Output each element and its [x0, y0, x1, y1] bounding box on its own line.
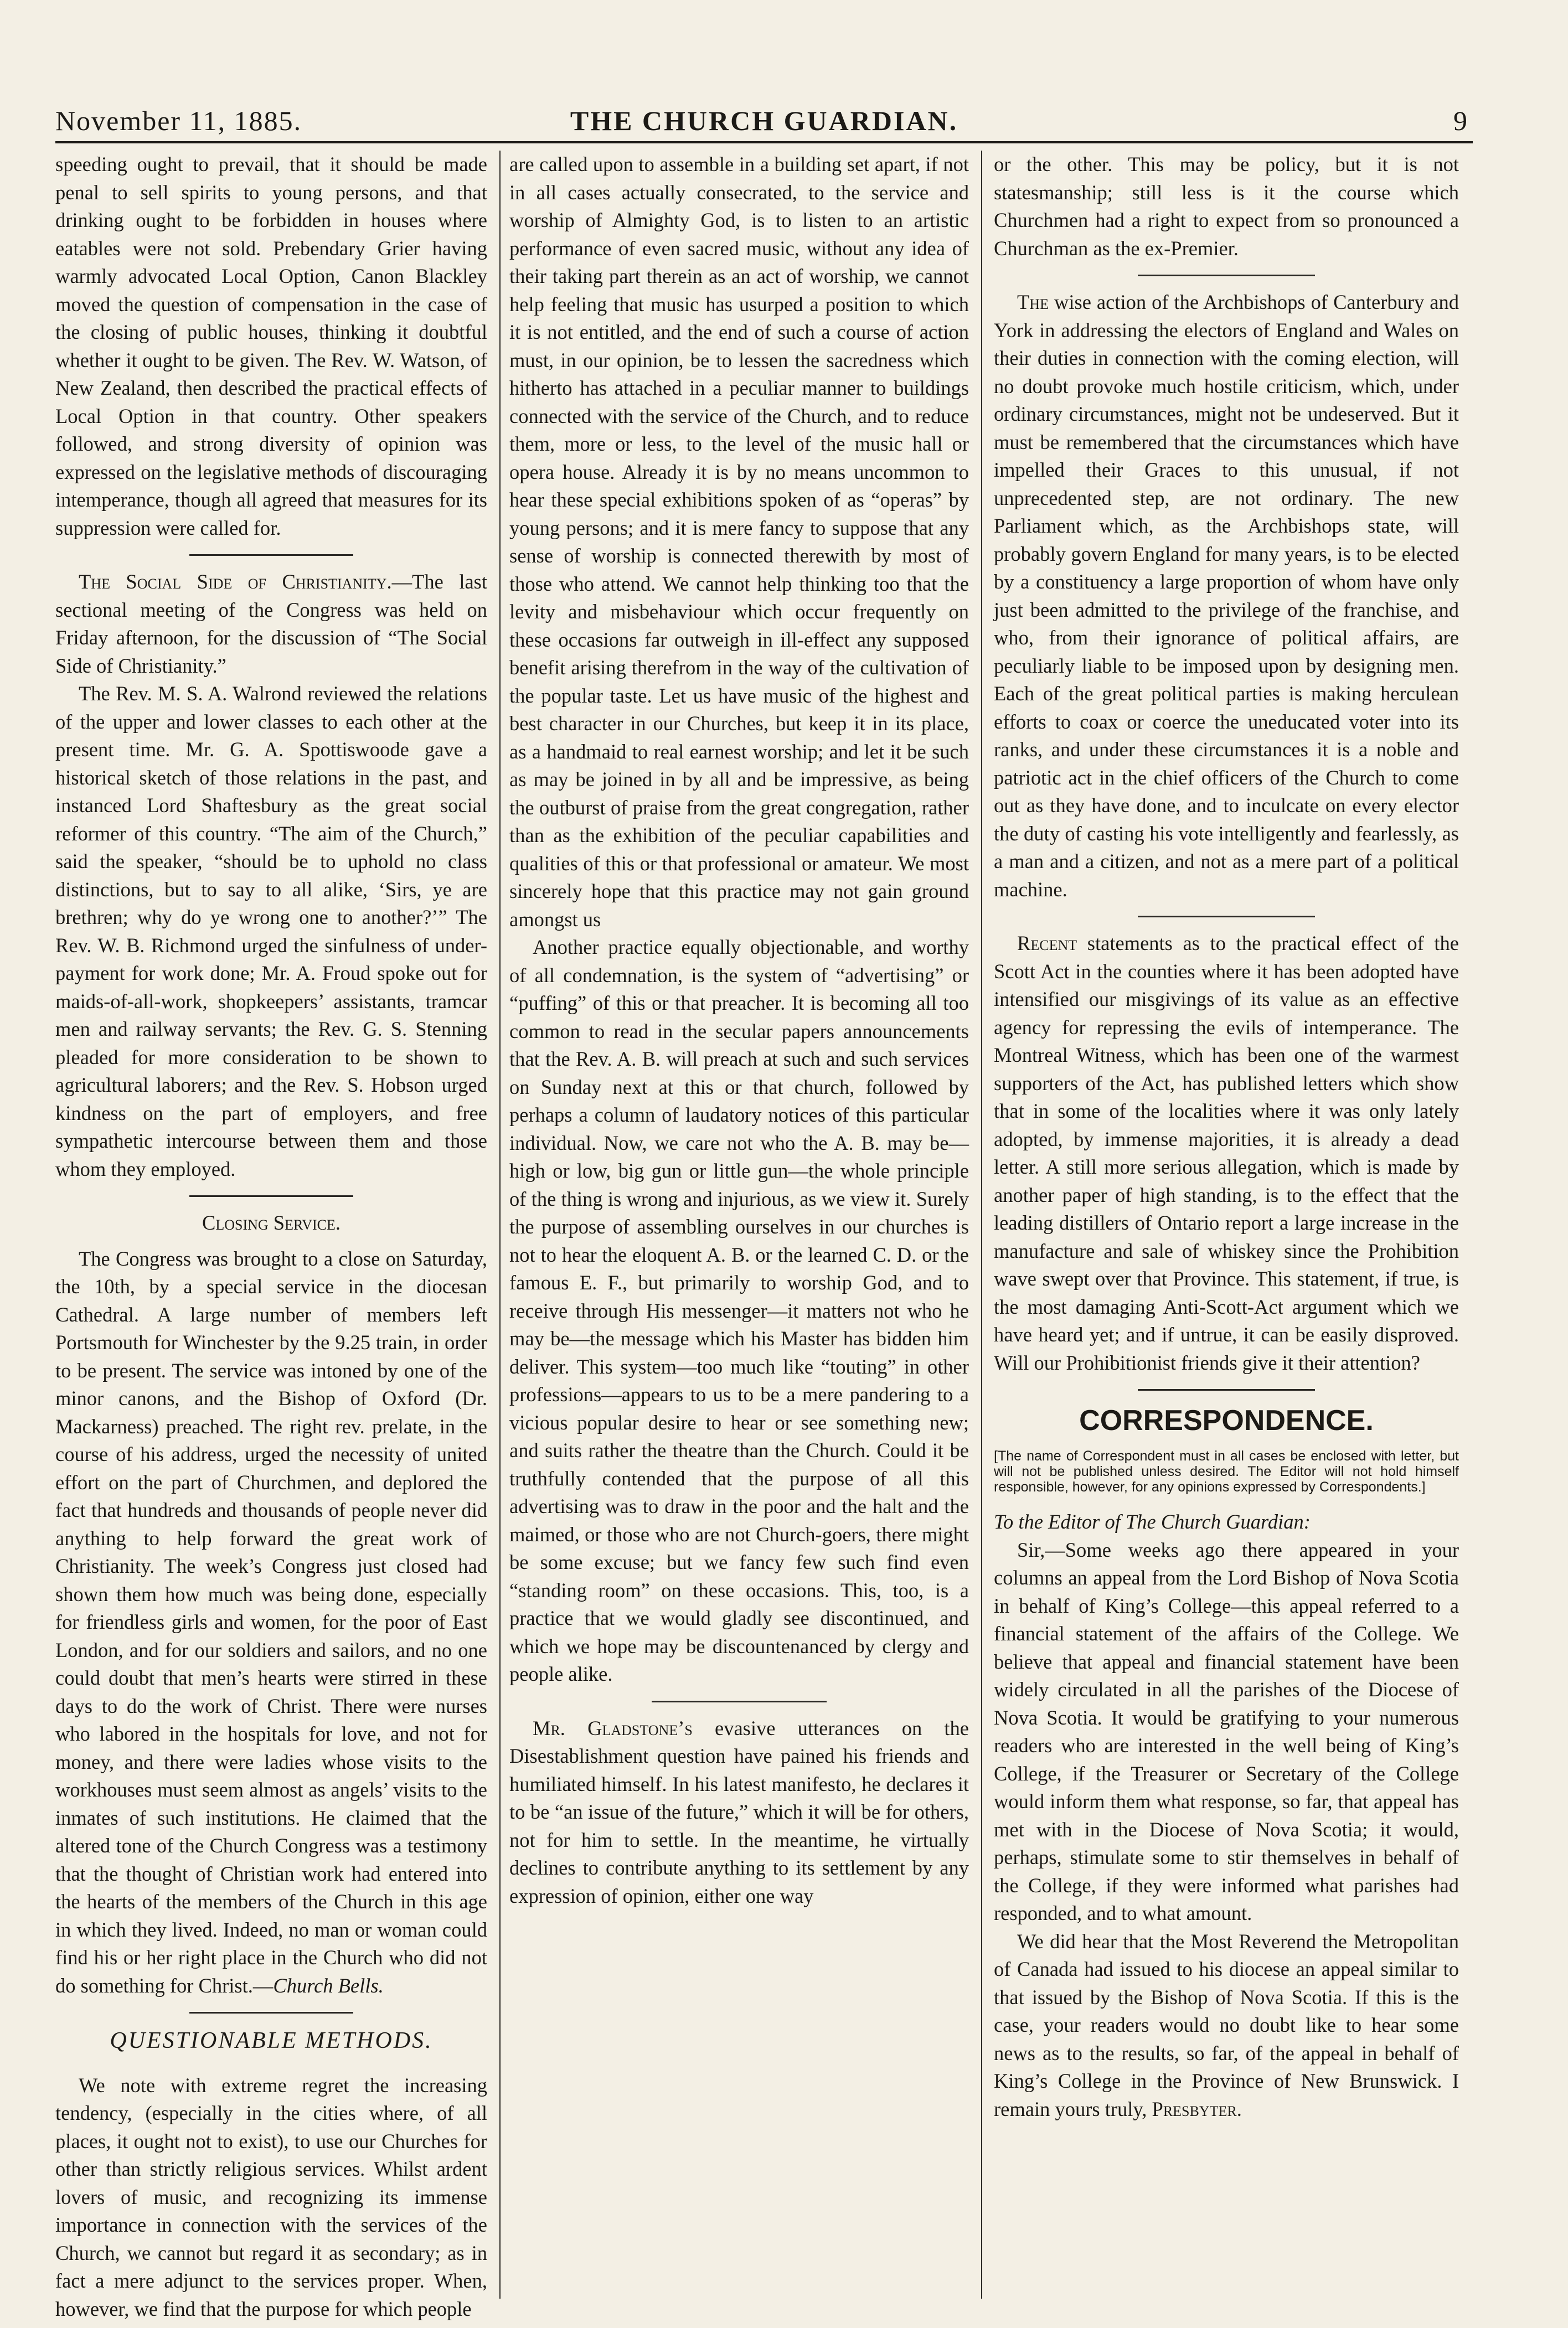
correspondence-heading: CORRESPONDENCE.: [1079, 1405, 1374, 1437]
subheading: Closing Service.: [202, 1211, 341, 1234]
section-divider: [189, 554, 353, 556]
paragraph-text: evasive utterances on the Disestablishment question have pained his friends and humiliated himself. In his latest manifesto, he declares it to be “an issue of the future,” which it will be for others, not for him to settle. In the meantime, he virtually declines to contribute anything to its settlement by any expression of opinion, either one way: [509, 1716, 969, 1907]
column-2: [509, 151, 969, 2299]
column-divider: [981, 151, 982, 2299]
article-heading: QUESTIONABLE METHODS.: [110, 2028, 433, 2053]
paragraph-text: We did hear that the Most Reverend the Metropolitan of Canada had issued to his diocese an appeal similar to that issued by the Bishop of Nova Scotia. If this is the case, your readers would no doubt like to hear some news as to the results, so far, of the appeal in behalf of King’s College in the Province of New Brunswick. I remain yours truly,: [994, 1929, 1459, 2120]
paragraph-text: The Congress was brought to a close on Saturday, the 10th, by a special service in the diocesan Cathedral. A large number of members left Portsmouth for Winchester by the 9.25 train, in order to be present. The service was intoned by one of the minor canons, and the Bishop of Oxford (Dr. Mackarness) preached. The right rev. prelate, in the course of his address, urged the necessity of united effort on the part of Churchmen, and deplored the fact that hundreds and thousands of people never did anything to help forward the great work of Christianity. The week’s Congress just closed had shown them how much was being done, especially for friendless girls and women, for the poor of East London, and for our soldiers and sailors, and no one could doubt that men’s hearts were stirred in these days to do the work of Christ. There were nurses who labored in the hospitals for love, and not for money, and there were ladies whose visits to the workhouses must seem almost as angels’ visits to the inmates of such institutions. He claimed that the altered tone of the Church Congress was a testimony that the thought of Christian work had entered into the hearts of the members of the Church in this age in which they lived. Indeed, no man or woman could find his or her right place in the Church who did not do something for Christ.—: [55, 1247, 487, 1997]
column-3: [994, 151, 1459, 2299]
paragraph: speeding ought to prevail, that it should be made penal to sell spirits to young persons, and that drinking ought to be forbidden in houses where eatables were not sold. Prebendary Grier having warmly advocated Local Option, Canon Blackley moved the question of compensation in the case of the closing of public houses, thinking it doubtful whether it ought to be given. The Rev. W. Watson, of New Zealand, then described the practical effects of Local Option in that country. Other speakers followed, and strong diversity of opinion was expressed on the legislative methods of discouraging intemperance, though all agreed that measures for its suppression were called for.: [55, 153, 487, 539]
section-divider: [652, 1701, 826, 1702]
paragraph: [509, 1715, 969, 1911]
source-credit: Church Bells.: [273, 1974, 384, 1997]
section-divider: [189, 2012, 353, 2014]
section-lead: The Social Side of Christianity.: [79, 570, 392, 593]
section-divider: [1138, 916, 1314, 917]
paragraph: are called upon to assemble in a building set apart, if not in all cases actually consecrated, to the service and worship of Almighty God, is to listen to an artistic performance of even sacred music, without any idea of their taking part therein as an act of worship, we cannot help feeling that music has usurped a position to which it is not entitled, and the end of such a course of action must, in our opinion, be to lessen the sacredness which hitherto has attached in a peculiar manner to buildings connected with the service of the Church, and to reduce them, more or less, to the level of the music hall or opera house. Already it is by no means uncommon to hear these special exhibitions spoken of as “operas” by young persons; and it is mere fancy to suppose that any sense of worship is connected therewith by most of those who attend. We cannot help thinking too that the levity and misbehaviour which occur frequently on these occasions far outweigh in ill-effect any supposed benefit arising therefrom in the way of the cultivation of the popular taste. Let us have music of the highest and best character in our Churches, but keep it in its place, as a handmaid to real earnest worship; and let it be such as may be joined in by all and be impressive, as being the outburst of praise from the great congregation, rather than as the exhibition of the peculiar capabilities and qualities of this or that professional or amateur. We most sincerely hope that this practice may not gain ground amongst us: [509, 153, 969, 931]
section-divider: [1138, 1389, 1314, 1391]
paragraph: [55, 1245, 487, 2000]
section-lead: Recent: [1017, 932, 1077, 954]
newspaper-title: THE CHURCH GUARDIAN.: [570, 105, 958, 136]
paragraph: We note with extreme regret the increasing tendency, (especially in the cities where, of all places, it ought not to exist), to use our Churches for other than strictly religious services. Whilst ardent lovers of music, and recognizing its immense importance in connection with the services of the Church, we cannot but regard it as secondary; as in fact a mere adjunct to the services proper. When, however, we find that the purpose for which people: [55, 2073, 487, 2320]
paragraph: [994, 930, 1459, 1377]
signature: Presbyter.: [1152, 2097, 1242, 2120]
paragraph-text: —The last sectional meeting of the Congress was held on Friday afternoon, for the discussion of “The Social Side of Christianity.”: [55, 570, 488, 677]
paragraph-text: statements as to the practical effect of the Scott Act in the counties where it has been adopted have intensified our misgivings of its value as an effective agency for repressing the evils of intemperance. The Montreal Witness, which has been one of the warmest supporters of the Act, has published letters which show that in some of the localities where it was only lately adopted, by immense majorities, it is already a dead letter. A still more serious allegation, which is made by another paper of high standing, is to the effect that the leading distillers of Ontario report a large increase in the manufacture and sale of whiskey since the Prohibition wave swept over that Province. This statement, if true, is the most damaging Anti-Scott-Act argument which we have heard yet; and if untrue, it can be easily disproved. Will our Prohibitionist friends give it their attention?: [994, 932, 1459, 1374]
paragraph: The Rev. M. S. A. Walrond reviewed the relations of the upper and lower classes to each other at the present time. Mr. G. A. Spottiswoode gave a historical sketch of those relations in the past, and instanced Lord Shaftesbury as the great social reformer of this country. “The aim of the Church,” said the speaker, “should be to uphold no class distinctions, but to say to all alike, ‘Sirs, ye are brethren; why do ye wrong one to another?’” The Rev. W. B. Richmond urged the sinfulness of under-payment for work done; Mr. A. Froud spoke out for maids-of-all-work, shopkeepers’ assistants, tramcar men and railway servants; the Rev. G. S. Stenning pleaded for more consideration to be shown to agricultural laborers; and the Rev. S. Hobson urged kindness on the part of employers, and free sympathetic intercourse between them and those whom they employed.: [55, 682, 487, 1180]
editor-note: [The name of Correspondent must in all cases be enclosed with letter, but will not be published unless desired. The Editor will not hold himself responsible, however, for any opinions expressed by Correspondents.]: [994, 1448, 1459, 1495]
issue-date: November 11, 1885.: [55, 105, 302, 136]
section-divider: [1138, 275, 1314, 276]
paragraph: Another practice equally objectionable, and worthy of all condemnation, is the system of “advertising” or “puffing” of this or that preacher. It is becoming all too common to read in the secular papers announcements that the Rev. A. B. will preach at such and such services on Sunday next at this or that church, followed by perhaps a column of laudatory notices of this particular individual. Now, we care not who the A. B. may be—high or low, big gun or little gun—the whole principle of the thing is wrong and injurious, as we view it. Surely the purpose of assembling ourselves in our churches is not to hear the eloquent A. B. or the learned C. D. or the famous E. F., but primarily to worship God, and to receive through His messenger—it matters not who he may be—the message which his Master has bidden him deliver. This system—too much like “touting” in other professions—appears to us to be a mere pandering to a vicious popular desire to hear or see something new; and suits rather the theatre than the Church. Could it be truthfully contended that the purpose of all this advertising was to draw in the poor and the halt and the maimed, or those who are not Church-goers, there might be some excuse; but we fancy few such find even “standing room” on these occasions. This, too, is a practice that we would gladly see discontinued, and which we hope may be discountenanced by clergy and people alike.: [509, 936, 969, 1685]
paragraph: Sir,—Some weeks ago there appeared in your columns an appeal from the Lord Bishop of Nova Scotia in behalf of King’s College—this appeal referred to a financial statement of the affairs of the College. We believe that appeal and financial statement have been widely circulated in all the parishes of the Diocese of Nova Scotia. It would be gratifying to your numerous readers who are interested in the well being of King’s College, if the Treasurer or Secretary of the College would inform them what response, so far, that appeal has met with in the Diocese of Nova Scotia; it would, perhaps, stimulate some to stir themselves in behalf of the College, if they were informed what parishes had responded, and to what amount.: [994, 1538, 1459, 1924]
page-number: 9: [1453, 105, 1467, 136]
letter-address: To the Editor of The Church Guardian:: [994, 1510, 1311, 1533]
column-divider: [499, 151, 501, 2299]
paragraph-text: wise action of the Archbishops of Canterbury and York in addressing the electors of England and Wales on their duties in connection with the coming election, will no doubt provoke much hostile criticism, which, under ordinary circumstances, might not be undeserved. But it must be remembered that the circumstances which have impelled their Graces to this unusual, if not unprecedented step, are not ordinary. The new Parliament which, as the Archbishops state, will probably govern England for many years, is to be elected by a constituency a large proportion of whom have only just been admitted to the privilege of the franchise, and who, from their ignorance of political affairs, are peculiarly liable to be imposed upon by designing men. Each of the great political parties is making herculean efforts to coax or coerce the uneducated voter into its ranks, and under these circumstances it is a noble and patriotic act in the chief officers of the Church to come out as they have done, and to inculcate on every elector the duty of casting his vote intelligently and fearlessly, as a man and a citizen, and not as a mere part of a political machine.: [994, 291, 1459, 901]
section-lead: The: [1017, 291, 1049, 313]
section-lead: Mr. Gladstone’s: [533, 1716, 693, 1739]
paragraph: [994, 1928, 1459, 2124]
section-divider: [189, 1195, 353, 1197]
column-1: [55, 151, 488, 2320]
paragraph: or the other. This may be policy, but it is not statesmanship; still less is it the course which Churchmen had a right to expect from so pronounced a Churchman as the ex-Premier.: [994, 153, 1459, 260]
masthead: [55, 102, 1473, 143]
paragraph: [994, 288, 1459, 904]
paragraph: [55, 568, 487, 680]
